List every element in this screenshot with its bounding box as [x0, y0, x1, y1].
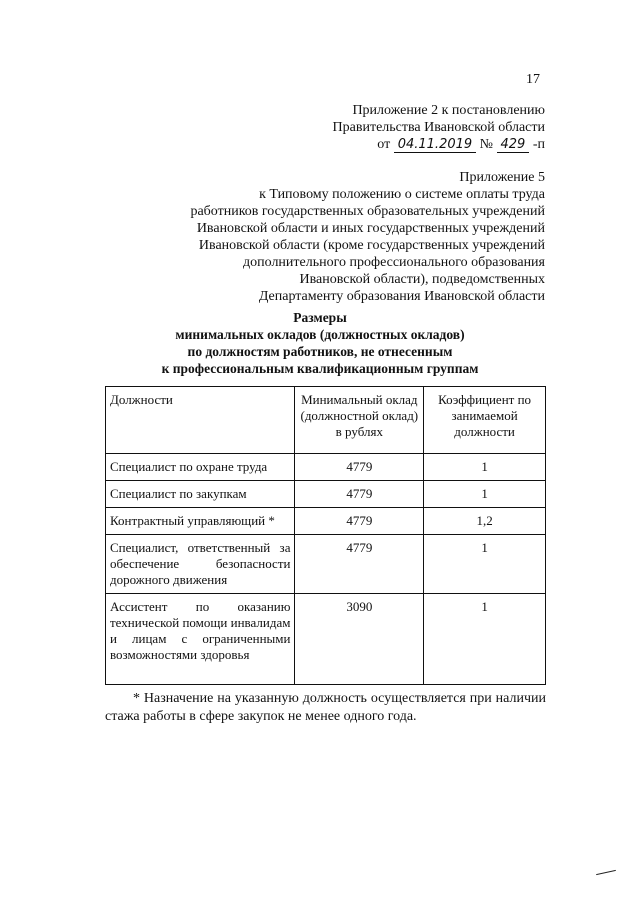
- cell-salary: 4779: [295, 508, 424, 535]
- title-line: по должностям работников, не отнесенным: [187, 344, 453, 359]
- table-row: [106, 535, 546, 594]
- footnote: * Назначение на указанную должность осуществляется при наличии стажа работы в сфере закупок не менее одного года.: [105, 691, 546, 724]
- cell-coefficient: 1,2: [424, 508, 546, 535]
- cell-position: Специалист по закупкам: [106, 481, 295, 508]
- cell-coefficient: 1: [424, 481, 546, 508]
- cell-coefficient: 1: [424, 454, 546, 481]
- appendix-5-line: Ивановской области), подведомственных: [299, 272, 545, 287]
- header-positions: Должности: [106, 387, 295, 454]
- appendix-5-line: Ивановской области (кроме государственных учреждений: [198, 238, 545, 253]
- document-title: [120, 309, 520, 377]
- table-row: [106, 594, 546, 685]
- cell-position: Специалист по охране труда: [106, 454, 295, 481]
- appendix-5-line: к Типовому положению о системе оплаты труда: [259, 187, 545, 202]
- number-suffix: -п: [532, 137, 545, 152]
- cell-position: Специалист, ответственный за обеспечение безопасности дорожного движения: [106, 535, 295, 594]
- table-header-row: [106, 387, 546, 454]
- appendix-5-line: дополнительного профессионального образования: [243, 255, 545, 270]
- cell-position: Ассистент по оказанию технической помощи инвалидам и лицам с ограниченными возможностями здоровья: [106, 594, 295, 685]
- salary-table: [105, 386, 546, 685]
- appendix-2-line-2: Правительства Ивановской области: [332, 120, 545, 135]
- appendix-5-line: работников государственных образовательных учреждений: [190, 204, 545, 219]
- appendix-5-line: Приложение 5: [459, 170, 545, 185]
- appendix-5-line: Ивановской области и иных государственных учреждений: [196, 221, 545, 236]
- cell-salary: 4779: [295, 535, 424, 594]
- margin-pen-mark: [596, 870, 616, 875]
- date-prefix: от: [377, 137, 391, 152]
- appendix-2-line-1: Приложение 2 к постановлению: [352, 103, 545, 118]
- header-salary: Минимальный оклад (должностной оклад) в рублях: [295, 387, 424, 454]
- cell-position: Контрактный управляющий *: [106, 508, 295, 535]
- table-row: [106, 481, 546, 508]
- handwritten-number: 429: [497, 138, 530, 153]
- cell-salary: 4779: [295, 454, 424, 481]
- cell-salary: 4779: [295, 481, 424, 508]
- page-number: 17: [526, 72, 540, 87]
- appendix-2-header: [333, 102, 545, 153]
- number-sign: №: [479, 137, 494, 152]
- title-line: минимальных окладов (должностных окладов): [175, 327, 465, 342]
- cell-salary: 3090: [295, 594, 424, 685]
- cell-coefficient: 1: [424, 535, 546, 594]
- table-row: [106, 508, 546, 535]
- table-row: [106, 454, 546, 481]
- appendix-2-date-line: [333, 136, 545, 153]
- title-line: к профессиональным квалификационным группам: [161, 361, 479, 376]
- cell-coefficient: 1: [424, 594, 546, 685]
- handwritten-date: 04.11.2019: [394, 138, 476, 153]
- header-coefficient: Коэффициент по занимаемой должности: [424, 387, 546, 454]
- appendix-5-line: Департаменту образования Ивановской области: [258, 289, 545, 304]
- appendix-5-header: [190, 169, 545, 305]
- title-line: Размеры: [293, 310, 347, 325]
